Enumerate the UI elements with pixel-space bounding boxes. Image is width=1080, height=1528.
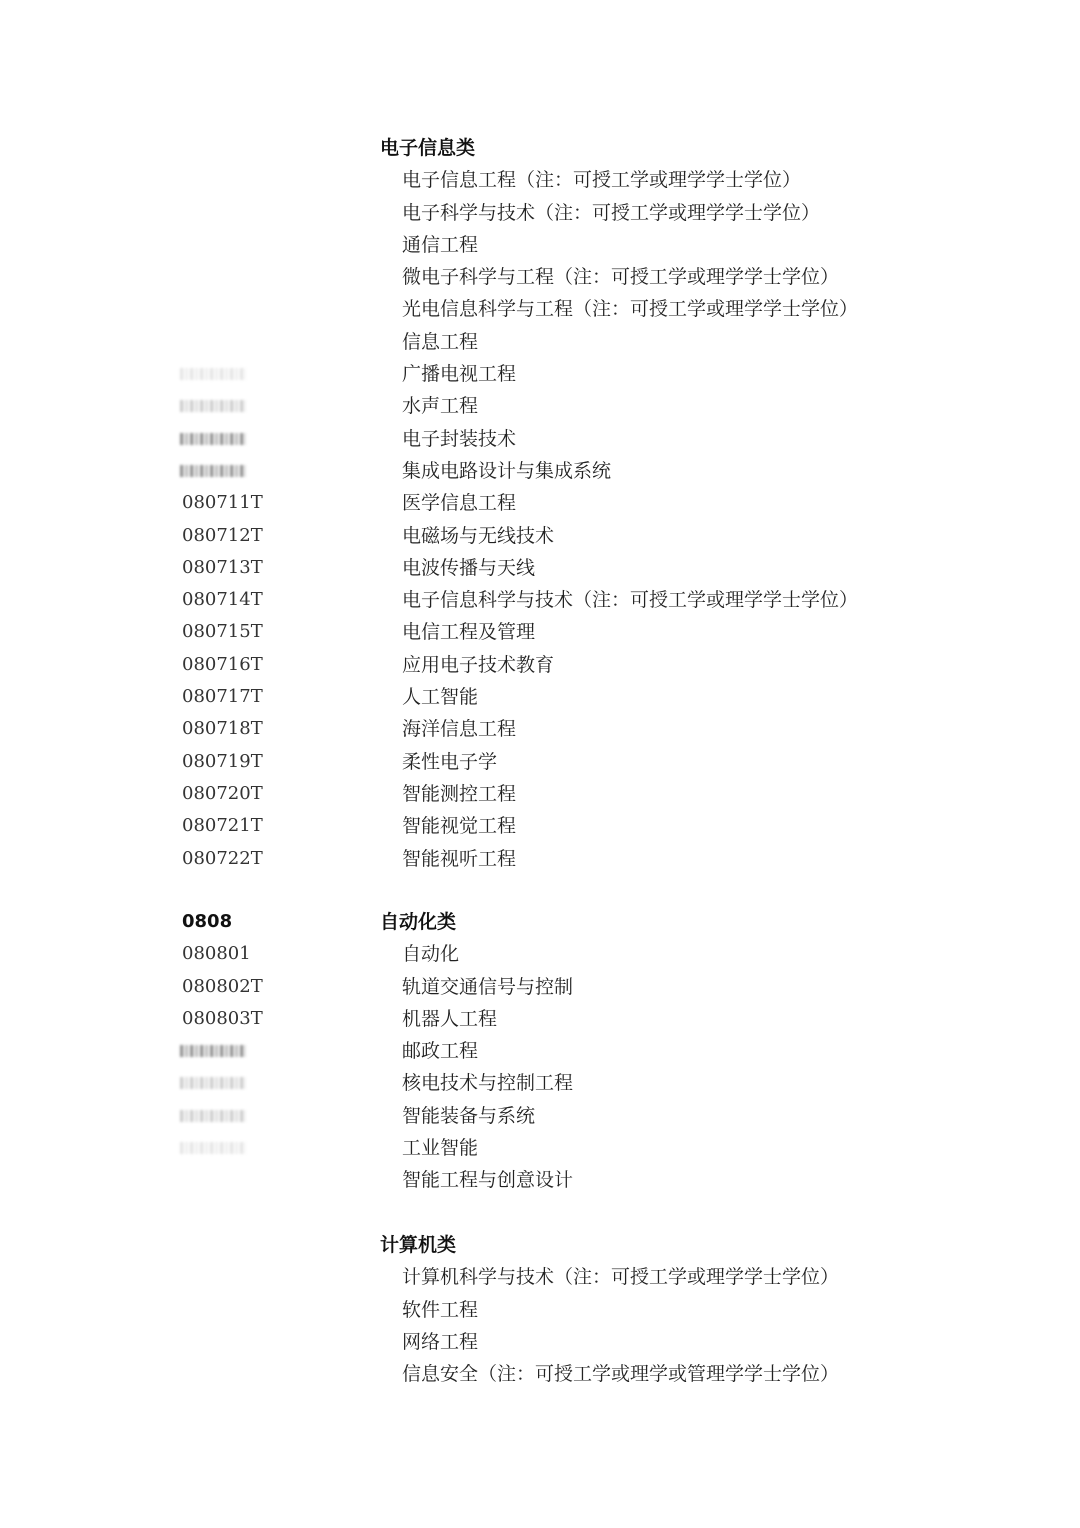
section-heading-row bbox=[0, 906, 1080, 938]
blurred-code bbox=[180, 368, 246, 380]
list-item bbox=[0, 1326, 1080, 1358]
list-item bbox=[0, 649, 1080, 681]
list-item bbox=[0, 1035, 1080, 1067]
major-name: 柔性电子学 bbox=[402, 750, 498, 773]
list-item bbox=[0, 1164, 1080, 1196]
list-item bbox=[0, 552, 1080, 584]
major-name: 软件工程 bbox=[402, 1298, 479, 1321]
section-code: 0808 bbox=[182, 911, 233, 932]
major-name: 集成电路设计与集成系统 bbox=[402, 459, 612, 482]
blurred-code bbox=[180, 465, 246, 477]
list-item bbox=[0, 261, 1080, 293]
section-heading-row bbox=[0, 132, 1080, 164]
section-heading: 计算机类 bbox=[380, 1234, 457, 1256]
list-item bbox=[0, 423, 1080, 455]
major-name: 人工智能 bbox=[402, 686, 479, 709]
list-item bbox=[0, 293, 1080, 325]
list-item bbox=[0, 746, 1080, 778]
blurred-code bbox=[180, 1142, 246, 1154]
list-item bbox=[0, 326, 1080, 358]
major-code: 080720T bbox=[182, 782, 263, 804]
major-name: 智能视听工程 bbox=[402, 847, 517, 870]
major-code: 080715T bbox=[182, 621, 263, 643]
major-code: 080801 bbox=[182, 943, 251, 965]
major-name: 微电子科学与工程（注：可授工学或理学学士学位） bbox=[402, 266, 840, 289]
list-item bbox=[0, 584, 1080, 616]
list-item bbox=[0, 487, 1080, 519]
blurred-code bbox=[180, 400, 246, 412]
major-name: 自动化 bbox=[402, 943, 460, 966]
major-name: 水声工程 bbox=[402, 395, 479, 418]
list-item bbox=[0, 1067, 1080, 1099]
major-name: 机器人工程 bbox=[402, 1007, 498, 1030]
major-name: 计算机科学与技术（注：可授工学或理学学士学位） bbox=[402, 1266, 840, 1289]
section-computer bbox=[0, 1229, 1080, 1390]
list-item bbox=[0, 713, 1080, 745]
major-name: 电磁场与无线技术 bbox=[402, 524, 555, 547]
major-name: 邮政工程 bbox=[402, 1040, 479, 1063]
major-code: 080712T bbox=[182, 524, 263, 546]
blurred-code bbox=[180, 1077, 246, 1089]
major-code: 080803T bbox=[182, 1007, 263, 1029]
list-item bbox=[0, 390, 1080, 422]
major-name: 信息工程 bbox=[402, 330, 479, 353]
major-code: 080719T bbox=[182, 750, 263, 772]
section-heading: 电子信息类 bbox=[380, 137, 476, 159]
major-name: 电信工程及管理 bbox=[402, 621, 536, 644]
major-code: 080722T bbox=[182, 847, 263, 869]
list-item bbox=[0, 971, 1080, 1003]
major-name: 智能装备与系统 bbox=[402, 1104, 536, 1127]
list-item bbox=[0, 455, 1080, 487]
list-item bbox=[0, 358, 1080, 390]
major-code: 080716T bbox=[182, 653, 263, 675]
major-code: 080721T bbox=[182, 815, 263, 837]
list-item bbox=[0, 1294, 1080, 1326]
major-name: 光电信息科学与工程（注：可授工学或理学学士学位） bbox=[402, 298, 859, 321]
section-electronic-information bbox=[0, 132, 1080, 875]
major-code: 080802T bbox=[182, 975, 263, 997]
blurred-code bbox=[180, 1110, 246, 1122]
major-name: 电子信息工程（注：可授工学或理学学士学位） bbox=[402, 169, 802, 192]
major-code: 080717T bbox=[182, 686, 263, 708]
major-name: 智能工程与创意设计 bbox=[402, 1169, 574, 1192]
list-item bbox=[0, 229, 1080, 261]
blurred-code bbox=[180, 433, 246, 445]
list-item bbox=[0, 1261, 1080, 1293]
list-item bbox=[0, 616, 1080, 648]
section-automation bbox=[0, 906, 1080, 1197]
major-name: 电子信息科学与技术（注：可授工学或理学学士学位） bbox=[402, 589, 859, 612]
list-item bbox=[0, 843, 1080, 875]
list-item bbox=[0, 681, 1080, 713]
major-name: 海洋信息工程 bbox=[402, 718, 517, 741]
major-name: 网络工程 bbox=[402, 1330, 479, 1353]
major-name: 通信工程 bbox=[402, 233, 479, 256]
section-heading: 自动化类 bbox=[380, 911, 457, 933]
major-name: 智能测控工程 bbox=[402, 782, 517, 805]
major-name: 工业智能 bbox=[402, 1137, 479, 1160]
list-item bbox=[0, 1003, 1080, 1035]
list-item bbox=[0, 810, 1080, 842]
major-name: 电波传播与天线 bbox=[402, 556, 536, 579]
major-name: 轨道交通信号与控制 bbox=[402, 975, 574, 998]
major-name: 医学信息工程 bbox=[402, 492, 517, 515]
major-name: 应用电子技术教育 bbox=[402, 653, 555, 676]
major-code: 080718T bbox=[182, 718, 263, 740]
blurred-code bbox=[180, 1045, 246, 1057]
list-item bbox=[0, 164, 1080, 196]
major-name: 信息安全（注：可授工学或理学或管理学学士学位） bbox=[402, 1363, 840, 1386]
major-code: 080711T bbox=[182, 492, 263, 514]
list-item bbox=[0, 778, 1080, 810]
major-name: 核电技术与控制工程 bbox=[402, 1072, 574, 1095]
list-item bbox=[0, 197, 1080, 229]
list-item bbox=[0, 520, 1080, 552]
list-item bbox=[0, 1358, 1080, 1390]
list-item bbox=[0, 938, 1080, 970]
major-name: 智能视觉工程 bbox=[402, 815, 517, 838]
major-name: 电子封装技术 bbox=[402, 427, 517, 450]
list-item bbox=[0, 1132, 1080, 1164]
major-name: 电子科学与技术（注：可授工学或理学学士学位） bbox=[402, 201, 821, 224]
section-heading-row bbox=[0, 1229, 1080, 1261]
list-item bbox=[0, 1100, 1080, 1132]
major-code: 080714T bbox=[182, 589, 263, 611]
major-code: 080713T bbox=[182, 556, 263, 578]
major-name: 广播电视工程 bbox=[402, 363, 517, 386]
